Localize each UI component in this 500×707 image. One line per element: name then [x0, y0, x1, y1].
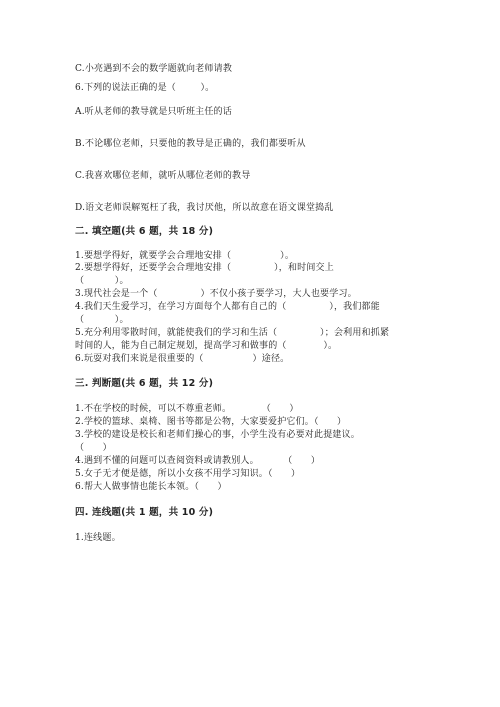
section-heading-matching: 四. 连线题(共 1 题，共 10 分) [75, 507, 214, 518]
q6-stem: 6.下列的说法正确的是（ ）。 [75, 83, 215, 93]
fill-q4-line2: （ ）。 [75, 315, 129, 325]
judge-q3-line2: （ ） [75, 443, 112, 453]
q6-option-a: A.听从老师的教导就是只听班主任的话 [75, 107, 232, 117]
section-heading-fill-in: 二. 填空题(共 6 题，共 18 分) [75, 226, 214, 237]
judge-q5: 5.女子无才便是德，所以小女孩不用学习知识。（ ） [75, 469, 301, 479]
matching-q1: 1.连线题。 [75, 533, 121, 543]
q6-option-d: D.语文老师误解冤枉了我，我讨厌他，所以故意在语文课堂捣乱 [75, 203, 334, 213]
fill-q1: 1.要想学得好，就要学会合理地安排（ ）。 [75, 251, 295, 261]
fill-q2-line1: 2.要想学得好，还要学会合理地安排（ ），和时间交上 [75, 263, 334, 273]
judge-q3-line1: 3.学校的建设是校长和老师们操心的事，小学生没有必要对此提建议。 [75, 430, 360, 440]
judge-q6: 6.帮大人做事情也能长本领。（ ） [75, 482, 227, 492]
fill-q5-line2: 时间的人，能为自己制定规划，提高学习和做事的（ ）。 [75, 341, 338, 351]
q6-option-b: B.不论哪位老师，只要他的教导是正确的，我们都要听从 [75, 139, 306, 149]
fill-q3: 3.现代社会是一个（ ）不仅小孩子要学习，大人也要学习。 [75, 289, 357, 299]
fill-q6: 6.玩耍对我们来说是很重要的（ ）途径。 [75, 354, 290, 364]
section-heading-true-false: 三. 判断题(共 6 题，共 12 分) [75, 378, 214, 389]
fill-q5-line1: 5.充分利用零散时间，就能使我们的学习和生活（ ）；会利用和抓紧 [75, 328, 390, 338]
fill-q4-line1: 4.我们天生爱学习，在学习方面每个人都有自己的（ ），我们都能 [75, 302, 380, 312]
judge-q1: 1.不在学校的时候，可以不尊重老师。 （ ） [75, 404, 299, 414]
q5-option-c: C.小亮遇到不会的数学题就向老师请教 [75, 64, 233, 74]
q6-option-c: C.我喜欢哪位老师，就听从哪位老师的教导 [75, 171, 251, 181]
fill-q2-line2: （ ）。 [75, 276, 129, 286]
judge-q2: 2.学校的篮球、桌椅、图书等都是公物，大家要爱护它们。（ ） [75, 417, 347, 427]
judge-q4: 4.遇到不懂的问题可以查阅资料或请教别人。 （ ） [75, 456, 321, 466]
